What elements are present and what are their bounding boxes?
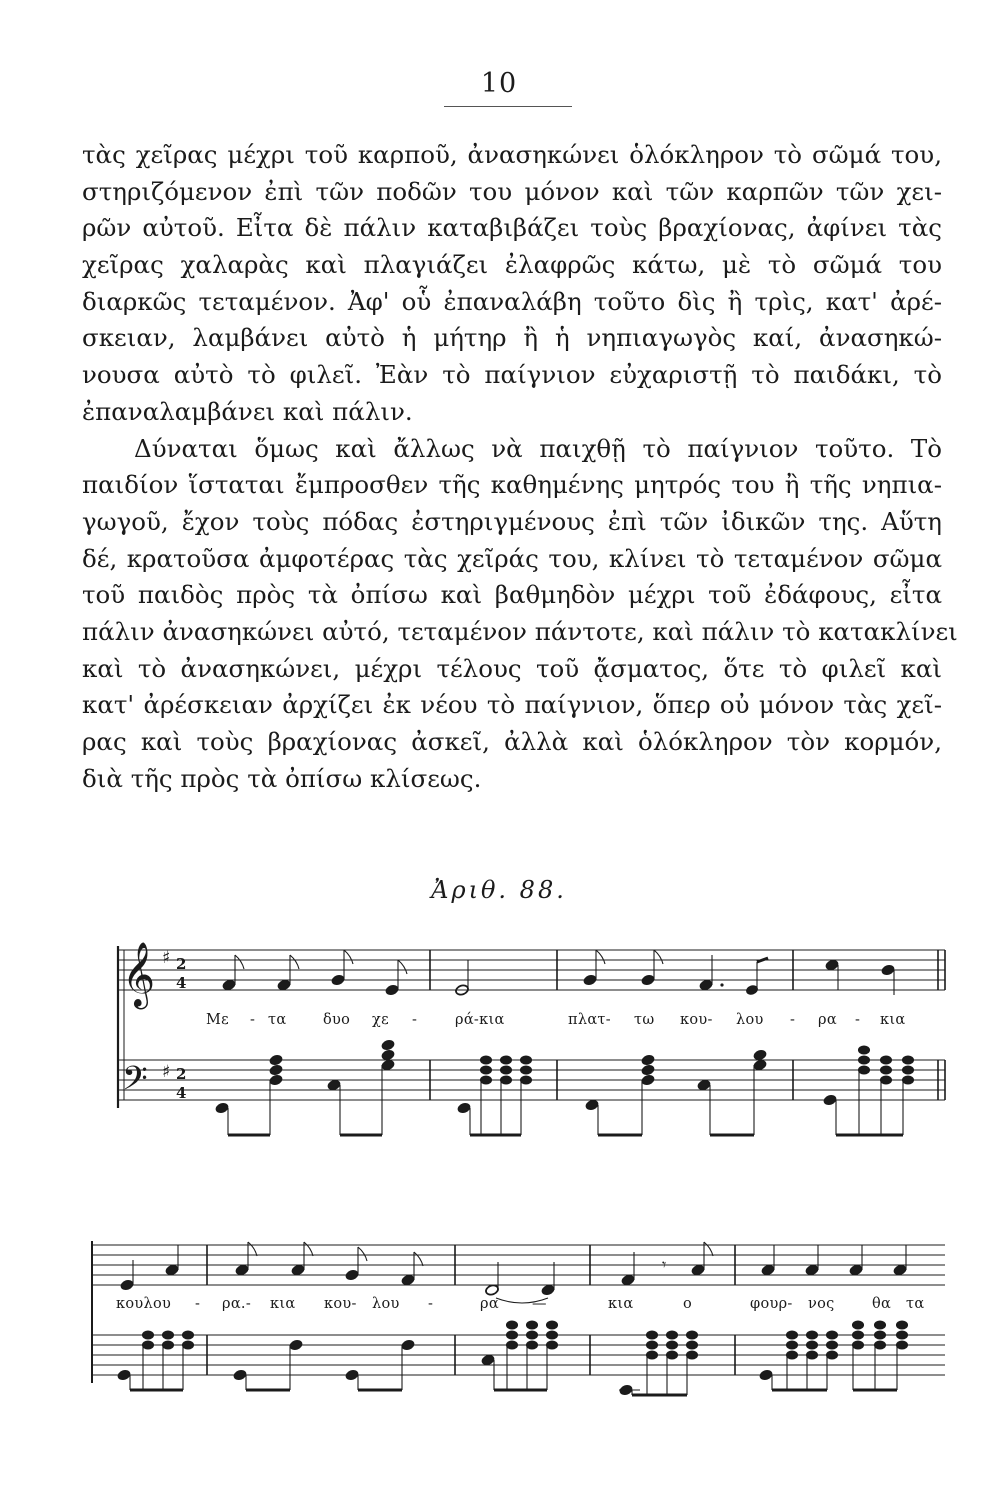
svg-text:𝄾: 𝄾 — [662, 1255, 667, 1274]
text-line: παιδίον ἵσταται ἔμπροσθεν τῆς καθημένης μητρός του ἢ τῆς νηπια- — [82, 470, 942, 500]
text-line: τοῦ παιδὸς πρὸς τὰ ὀπίσω καὶ βαθμηδὸν μέχρι τοῦ ἐδάφους, εἶτα — [82, 580, 942, 610]
lyric-hyphen: - — [855, 1012, 861, 1028]
lyric-syllable: τα — [268, 1012, 287, 1028]
time-signature: 4 — [176, 1084, 187, 1102]
lyric-syllable: θα — [872, 1296, 892, 1312]
lyric-hyphen: - — [250, 1012, 256, 1028]
lyric-hyphen: - — [790, 1012, 796, 1028]
lyric-syllable: Με — [206, 1012, 229, 1028]
lyric-syllable: νος — [808, 1296, 835, 1312]
score-system-2 — [92, 1241, 945, 1396]
lyric-syllable: πλατ- — [568, 1012, 611, 1028]
key-signature-sharp: ♯ — [162, 948, 171, 968]
lyric-syllable: λου — [736, 1012, 764, 1028]
text-line: γωγοῦ, ἔχον τοὺς πόδας ἐστηριγμένους ἐπὶ τῶν ἰδικῶν της. Αὕτη — [82, 506, 942, 536]
bass-clef: 𝄢 — [122, 1060, 148, 1106]
time-signature: 2 — [176, 1065, 187, 1083]
lyric-syllable: τα — [906, 1296, 925, 1312]
lyric-syllable: κια — [880, 1012, 906, 1028]
treble-staff — [118, 950, 945, 990]
text-line: πάλιν ἀνασηκώνει αὐτό, τεταμένον πάντοτε, καὶ πάλιν τὸ κατακλίνει — [82, 616, 958, 646]
lyric-dash: — — [532, 1296, 547, 1312]
lyric-syllable: ρα — [818, 1012, 837, 1028]
chord — [647, 1331, 698, 1395]
song-caption: Ἀριθ. 88. — [431, 876, 567, 904]
lyric-syllable: ο — [683, 1296, 693, 1312]
bass-notes — [215, 1039, 914, 1135]
lyric-syllable: δυο — [323, 1012, 351, 1028]
lyric-hyphen: - — [195, 1296, 201, 1312]
text-line: ρῶν αὐτοῦ. Εἶτα δὲ πάλιν καταβιβάζει τοὺς βραχίονας, ἀφίνει τὰς — [82, 213, 942, 243]
melody-notes — [222, 950, 895, 996]
text-line: καὶ τὸ ἀνασηκώνει, μέχρι τέλους τοῦ ᾄσματος, ὅτε τὸ φιλεῖ καὶ — [82, 653, 942, 683]
chord — [787, 1331, 838, 1390]
time-signature: 2 — [176, 955, 187, 973]
time-signature: 4 — [176, 974, 187, 992]
text-line: Δύναται ὅμως καὶ ἄλλως νὰ παιχθῇ τὸ παίγνιον τοῦτο. Τὸ — [134, 433, 942, 463]
text-line: διὰ τῆς πρὸς τὰ ὀπίσω κλίσεως. — [82, 763, 482, 793]
text-line: διαρκῶς τεταμένον. Ἀφ' οὗ ἐπαναλάβη τοῦτο δὶς ἢ τρὶς, κατ' ἀρέ- — [82, 286, 942, 316]
score-system-1 — [118, 942, 945, 1135]
chord — [143, 1331, 194, 1390]
melody-notes — [120, 1242, 907, 1303]
lyric-syllable: λου — [372, 1296, 400, 1312]
lyric-hyphen: - — [412, 1012, 418, 1028]
text-line: κατ' ἀρέσκειαν ἀρχίζει ἐκ νέου τὸ παίγνιον, ὅπερ οὐ μόνον τὰς χεῖ- — [82, 690, 942, 720]
chord — [481, 1056, 532, 1135]
lyric-syllable: κου- — [324, 1296, 357, 1312]
lyric-syllable: χε — [372, 1012, 389, 1028]
lyric-syllable: ρα.- — [222, 1296, 252, 1312]
lyric-hyphen: - — [428, 1296, 434, 1312]
lyric-syllable: κια — [270, 1296, 296, 1312]
lyric-syllable: ρα — [480, 1296, 499, 1312]
treble-clef: 𝄞 — [122, 942, 156, 1007]
text-line: χεῖρας χαλαρὰς καὶ πλαγιάζει ἐλαφρῶς κάτω, μὲ τὸ σῶμά του — [82, 250, 942, 280]
text-line: ρας καὶ τοὺς βραχίονας ἀσκεῖ, ἀλλὰ καὶ ὁλόκληρον τὸν κορμόν, — [82, 727, 942, 756]
lyric-syllable: τω — [634, 1012, 655, 1028]
text-line: σκειαν, λαμβάνει αὐτὸ ἡ μήτηρ ἢ ἡ νηπιαγωγὸς καί, ἀνασηκώ- — [82, 323, 942, 353]
text-line: στηριζόμενον ἐπὶ τῶν ποδῶν του μόνον καὶ τῶν καρπῶν τῶν χει- — [82, 176, 942, 206]
text-line: νουσα αὐτὸ τὸ φιλεῖ. Ἐὰν τὸ παίγνιον εὐχαριστῇ τὸ παιδάκι, τὸ — [82, 360, 942, 390]
text-line: δέ, κρατοῦσα ἀμφοτέρας τὰς χεῖράς του, κλίνει τὸ τεταμένον σῶμα — [82, 543, 942, 573]
bass-notes — [117, 1321, 908, 1396]
text-line: ἐπαναλαμβάνει καὶ πάλιν. — [82, 396, 413, 426]
lyric-syllable: κουλου — [116, 1296, 172, 1312]
text-line: τὰς χεῖρας μέχρι τοῦ καρποῦ, ἀνασηκώνει ὁλόκληρον τὸ σῶμά του, — [82, 140, 942, 169]
treble-staff — [92, 1245, 945, 1285]
key-signature-sharp: ♯ — [162, 1062, 171, 1082]
lyric-syllable: κου- — [680, 1012, 713, 1028]
lyric-syllable: φουρ- — [750, 1296, 793, 1312]
lyric-syllable: κια — [608, 1296, 634, 1312]
lyric-syllable: ρά-κια — [455, 1012, 505, 1028]
page-number: 10 — [480, 68, 518, 99]
